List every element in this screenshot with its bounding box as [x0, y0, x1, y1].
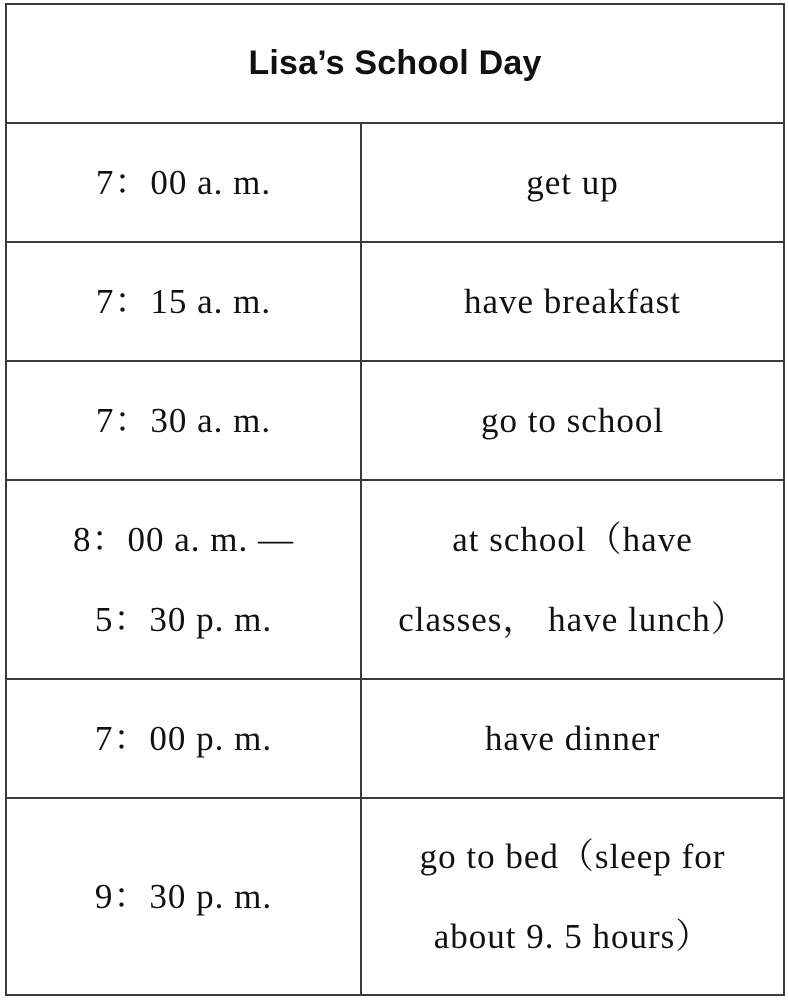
schedule-sheet: [5, 3, 783, 996]
table-row: [6, 798, 784, 995]
activity-text: get up: [526, 162, 619, 202]
table-row: [6, 679, 784, 798]
activity-cell: [361, 798, 784, 995]
activity-text: have dinner: [484, 718, 661, 758]
activity-text: go to school: [480, 400, 665, 440]
activity-text-line-2: classes， have lunch）: [398, 599, 747, 639]
activity-cell: [361, 480, 784, 679]
time-cell: [6, 361, 361, 480]
table-row: [6, 361, 784, 480]
activity-text-line-1: go to bed（sleep for: [419, 836, 726, 876]
activity-text: have breakfast: [463, 281, 682, 321]
activity-cell: [361, 361, 784, 480]
time-cell: [6, 480, 361, 679]
time-cell: [6, 798, 361, 995]
time-text-line-1: 8：00 a. m. —: [72, 519, 294, 559]
time-text: 7：15 a. m.: [95, 281, 272, 321]
activity-text-line-2: about 9. 5 hours）: [433, 916, 712, 956]
activity-cell: [361, 242, 784, 361]
time-text: 9：30 p. m.: [94, 876, 273, 916]
activity-cell: [361, 123, 784, 242]
activity-cell: [361, 679, 784, 798]
time-cell: [6, 242, 361, 361]
time-cell: [6, 123, 361, 242]
title-row: [6, 4, 784, 123]
time-text-line-2: 5：30 p. m.: [94, 599, 273, 639]
time-text: 7：30 a. m.: [95, 400, 272, 440]
table-row: [6, 242, 784, 361]
time-text: 7：00 a. m.: [95, 162, 272, 202]
table-title: Lisa’s School Day: [6, 4, 784, 123]
table-row: [6, 480, 784, 679]
time-cell: [6, 679, 361, 798]
time-text: 7：00 p. m.: [94, 718, 273, 758]
table-row: [6, 123, 784, 242]
activity-text-line-1: at school（have: [452, 519, 693, 559]
schedule-table: [5, 3, 785, 996]
